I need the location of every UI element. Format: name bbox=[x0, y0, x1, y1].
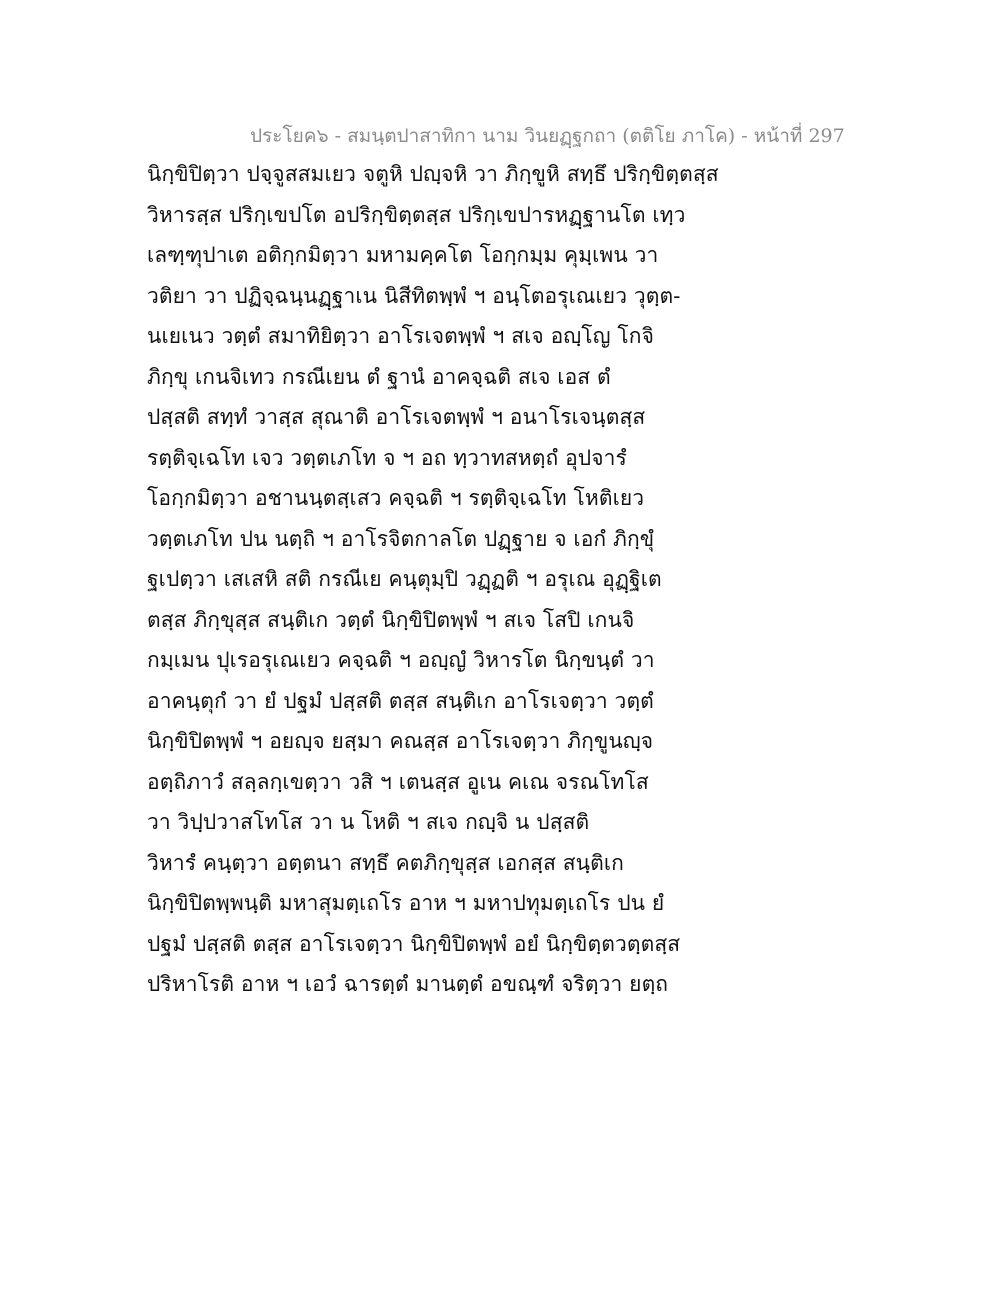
text-line-2: วิหารสฺส ปริกฺเขปโต อปริกฺขิตฺตสฺส ปริกฺเขปารหฏฺฐานโต เทฺว bbox=[147, 202, 686, 227]
text-line-10: วตฺตเภโท ปน นตฺถิ ฯ อาโรจิตกาลโต ปฏฺฐาย จ เอกํ ภิกฺขุํ bbox=[147, 526, 655, 551]
text-line-9: โอกฺกมิตฺวา อชานนฺตสฺเสว คจฺฉติ ฯ รตฺติจฺเฉโท โหติเยว bbox=[147, 486, 645, 510]
page-header: ประโยค๖ - สมนฺตปาสาทิกา นาม วินยฏฺฐกถา (ตติโย ภาโค) - หน้าที่ 297 bbox=[250, 125, 845, 147]
text-line-16: อตฺถิภาวํ สลฺลกฺเขตฺวา วสิ ฯ เตนสฺส อูเน คเณ จรณโทโส bbox=[147, 769, 649, 794]
page-body bbox=[147, 156, 719, 1007]
text-line-19: นิกฺขิปิตพฺพนฺติ มหาสุมตฺเถโร อาห ฯ มหาปทุมตฺเถโร ปน ยํ bbox=[147, 891, 665, 915]
text-line-15: นิกฺขิปิตพฺพํ ฯ อยญฺจ ยสฺมา คณสฺส อาโรเจตฺวา ภิกฺขูนญฺจ bbox=[147, 729, 654, 753]
text-line-6: ภิกฺขุ เกนจิเทว กรณีเยน ตํ ฐานํ อาคจฺฉติ สเจ เอส ตํ bbox=[147, 364, 611, 389]
text-line-21: ปริหาโรติ อาห ฯ เอวํ ฉารตฺตํ มานตฺตํ อขณฺฑํ จริตฺวา ยตฺถ bbox=[147, 972, 669, 996]
text-line-12: ตสฺส ภิกฺขุสฺส สนฺติเก วตฺตํ นิกฺขิปิตพฺพํ ฯ สเจ โสปิ เกนจิ bbox=[147, 607, 635, 632]
text-line-5: นเยเนว วตฺตํ สมาทิยิตฺวา อาโรเจตพฺพํ ฯ สเจ อญฺโญ โกจิ bbox=[147, 324, 655, 348]
text-line-7: ปสฺสติ สทฺทํ วาสฺส สุณาติ อาโรเจตพฺพํ ฯ อนาโรเจนฺตสฺส bbox=[147, 405, 646, 429]
text-line-14: อาคนฺตุกํ วา ยํ ปฐมํ ปสฺสติ ตสฺส สนฺติเก อาโรเจตฺวา วตฺตํ bbox=[147, 688, 654, 713]
text-line-17: วา วิปฺปวาสโทโส วา น โหติ ฯ สเจ กญฺจิ น ปสฺสติ bbox=[147, 810, 590, 834]
text-line-4: วติยา วา ปฏิจฺฉนฺนฏฺฐาเน นิสีทิตพฺพํ ฯ อนฺโตอรุเณเยว วุตฺต- bbox=[147, 283, 681, 308]
text-line-8: รตฺติจฺเฉโท เจว วตฺตเภโท จ ฯ อถ ทฺวาทสหตฺถํ อุปจารํ bbox=[147, 445, 627, 470]
text-line-11: ฐเปตฺวา เสเสหิ สติ กรณีเย คนฺตุมฺปิ วฏฺฏติ ฯ อรุเณ อุฏฺฐิเต bbox=[147, 567, 662, 591]
text-line-18: วิหารํ คนฺตฺวา อตฺตนา สทฺธึ คตภิกฺขุสฺส เอกสฺส สนฺติเก bbox=[147, 850, 624, 875]
text-line-1: นิกฺขิปิตฺวา ปจฺจูสสมเยว จตูหิ ปญฺจหิ วา ภิกฺขูหิ สทฺธึ ปริกฺขิตฺตสฺส bbox=[147, 162, 719, 186]
text-line-3: เลฑฺฑุปาเต อติกฺกมิตฺวา มหามคฺคโต โอกฺกมฺม คุมฺเพน วา bbox=[147, 243, 659, 267]
text-line-13: กมฺเมน ปุเรอรุเณเยว คจฺฉติ ฯ อญฺญํ วิหารโต นิกฺขนฺตํ วา bbox=[147, 648, 655, 672]
text-line-20: ปฐมํ ปสฺสติ ตสฺส อาโรเจตฺวา นิกฺขิปิตพฺพํ อยํ นิกฺขิตฺตวตฺตสฺส bbox=[147, 931, 681, 956]
